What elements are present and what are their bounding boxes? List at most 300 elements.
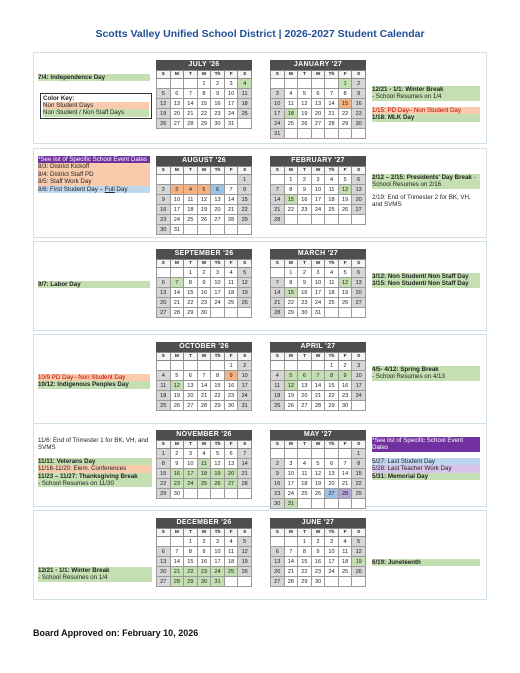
day-cell: 8 (325, 371, 339, 381)
weekday-header: Th (325, 441, 339, 449)
day-cell: 13 (325, 469, 339, 479)
day-cell: 19 (238, 557, 252, 567)
day-cell (352, 215, 366, 225)
day-cell: 22 (238, 205, 252, 215)
weekday-header: Th (325, 529, 339, 537)
day-cell (211, 489, 225, 499)
day-cell: 9 (197, 278, 211, 288)
month-header: NOVEMBER '26 (156, 430, 252, 440)
weekday-header: W (311, 353, 325, 361)
weekday-header: Th (211, 260, 225, 268)
day-cell: 26 (197, 215, 211, 225)
day-cell: 19 (352, 557, 366, 567)
weekday-header: W (311, 71, 325, 79)
day-cell: 29 (184, 577, 198, 587)
weekday-header: T (298, 529, 312, 537)
day-cell: 17 (284, 479, 298, 489)
day-cell: 14 (170, 557, 184, 567)
day-cell: 21 (197, 391, 211, 401)
day-cell: 9 (352, 89, 366, 99)
day-cell: 17 (271, 109, 285, 119)
color-key: Color Key: Non Student Days Non Student / Non Staff Days (40, 93, 152, 119)
day-cell: 18 (224, 557, 238, 567)
month-january (270, 60, 366, 139)
month-grid (156, 70, 252, 129)
day-cell: 16 (197, 288, 211, 298)
day-cell: 26 (338, 205, 352, 215)
day-cell (170, 175, 184, 185)
day-cell: 21 (170, 298, 184, 308)
day-cell: 21 (311, 391, 325, 401)
day-cell: 2 (211, 79, 225, 89)
day-cell: 20 (271, 567, 285, 577)
day-cell (238, 308, 252, 318)
day-cell: 28 (238, 479, 252, 489)
day-cell: 25 (325, 205, 339, 215)
month-may (270, 430, 366, 509)
day-cell: 23 (197, 298, 211, 308)
weekday-header: M (170, 167, 184, 175)
day-cell: 11 (238, 89, 252, 99)
day-cell: 31 (311, 308, 325, 318)
day-cell: 1 (325, 361, 339, 371)
day-cell: 14 (170, 288, 184, 298)
weekday-header: M (170, 529, 184, 537)
day-cell: 16 (157, 205, 171, 215)
day-cell: 20 (157, 298, 171, 308)
day-cell: 14 (311, 381, 325, 391)
day-cell: 13 (352, 185, 366, 195)
day-cell: 24 (311, 205, 325, 215)
day-cell: 24 (284, 489, 298, 499)
day-cell: 3 (271, 89, 285, 99)
day-cell: 27 (352, 298, 366, 308)
board-approval-note: Board Approved on: February 10, 2026 (33, 628, 199, 638)
day-cell: 17 (311, 195, 325, 205)
page-title: Scotts Valley Unified School District | 2026-2027 Student Calendar (95, 28, 425, 40)
day-cell (284, 129, 298, 139)
day-cell: 18 (338, 557, 352, 567)
day-cell: 24 (325, 567, 339, 577)
day-cell: 16 (352, 99, 366, 109)
day-cell: 4 (298, 459, 312, 469)
day-cell: 3 (284, 459, 298, 469)
day-cell (211, 175, 225, 185)
day-cell (325, 499, 339, 509)
day-cell: 18 (271, 391, 285, 401)
weekday-header: S (352, 71, 366, 79)
day-cell (298, 361, 312, 371)
day-cell: 18 (325, 195, 339, 205)
day-cell: 25 (271, 401, 285, 411)
day-cell: 19 (238, 288, 252, 298)
events-december: 12/21 - 1/1: Winter Break - School Resumes on 1/4 (38, 567, 152, 582)
day-cell: 4 (184, 185, 198, 195)
day-cell: 6 (224, 449, 238, 459)
day-cell: 10 (238, 371, 252, 381)
day-cell: 12 (170, 381, 184, 391)
weekday-header: S (157, 441, 171, 449)
day-cell: 25 (184, 215, 198, 225)
weekday-header: T (184, 441, 198, 449)
day-cell: 7 (338, 459, 352, 469)
day-cell: 1 (224, 361, 238, 371)
day-cell: 25 (224, 298, 238, 308)
day-cell: 26 (157, 119, 171, 129)
day-cell (338, 577, 352, 587)
day-cell: 29 (197, 119, 211, 129)
day-cell: 18 (325, 288, 339, 298)
day-cell: 22 (197, 109, 211, 119)
weekday-header: W (197, 353, 211, 361)
month-december (156, 518, 252, 587)
day-cell: 8 (298, 547, 312, 557)
weekday-header: F (224, 260, 238, 268)
day-cell: 1 (284, 268, 298, 278)
day-cell: 18 (184, 205, 198, 215)
day-cell: 4 (325, 175, 339, 185)
day-cell (298, 449, 312, 459)
day-cell: 1 (238, 175, 252, 185)
day-cell: 22 (284, 205, 298, 215)
weekday-header: W (197, 260, 211, 268)
day-cell (197, 225, 211, 235)
day-cell (311, 361, 325, 371)
day-cell (197, 489, 211, 499)
day-cell: 15 (284, 288, 298, 298)
day-cell: 4 (325, 268, 339, 278)
day-cell: 7 (238, 449, 252, 459)
day-cell: 25 (338, 567, 352, 577)
day-cell: 8 (211, 371, 225, 381)
day-cell: 4 (238, 79, 252, 89)
weekday-header: Th (325, 260, 339, 268)
day-cell: 20 (311, 109, 325, 119)
day-cell: 10 (224, 89, 238, 99)
day-cell: 11 (197, 459, 211, 469)
day-cell: 18 (298, 479, 312, 489)
day-cell: 11 (224, 547, 238, 557)
weekday-header: M (170, 353, 184, 361)
day-cell: 7 (271, 278, 285, 288)
weekday-header: F (224, 167, 238, 175)
weekday-header: F (338, 353, 352, 361)
day-cell: 12 (157, 99, 171, 109)
weekday-header: F (338, 71, 352, 79)
day-cell: 11 (284, 99, 298, 109)
month-grid (270, 352, 366, 411)
day-cell: 14 (224, 195, 238, 205)
day-cell: 17 (211, 557, 225, 567)
day-cell: 14 (284, 557, 298, 567)
day-cell: 29 (238, 215, 252, 225)
day-cell (224, 225, 238, 235)
day-cell: 16 (271, 479, 285, 489)
weekday-header: F (338, 441, 352, 449)
weekday-header: M (284, 260, 298, 268)
day-cell: 13 (157, 557, 171, 567)
day-cell: 14 (197, 381, 211, 391)
day-cell: 30 (338, 401, 352, 411)
day-cell: 4 (338, 537, 352, 547)
day-cell: 8 (284, 185, 298, 195)
day-cell: 7 (197, 371, 211, 381)
day-cell: 20 (352, 288, 366, 298)
key-non-student: Non Student Days (43, 102, 149, 109)
day-cell: 24 (238, 391, 252, 401)
day-cell: 9 (338, 371, 352, 381)
day-cell: 26 (338, 298, 352, 308)
day-cell (211, 361, 225, 371)
weekday-header: M (284, 441, 298, 449)
day-cell: 10 (211, 547, 225, 557)
events-january: 12/21 - 1/1: Winter Break - School Resumes on 1/4 1/15: PD Day– Non Student Day 1/18: MLK Day (372, 86, 480, 122)
day-cell: 5 (238, 537, 252, 547)
day-cell (170, 361, 184, 371)
day-cell: 9 (157, 195, 171, 205)
day-cell: 29 (352, 489, 366, 499)
day-cell: 12 (197, 195, 211, 205)
day-cell: 12 (211, 459, 225, 469)
day-cell (224, 577, 238, 587)
day-cell: 23 (352, 109, 366, 119)
day-cell: 6 (211, 185, 225, 195)
day-cell: 7 (184, 89, 198, 99)
day-cell: 6 (352, 268, 366, 278)
month-header: MAY '27 (270, 430, 366, 440)
calendar-row-6 (33, 510, 487, 600)
day-cell: 20 (352, 195, 366, 205)
day-cell: 3 (311, 268, 325, 278)
day-cell (157, 361, 171, 371)
day-cell: 16 (197, 557, 211, 567)
weekday-header: S (352, 529, 366, 537)
month-grid (156, 259, 252, 318)
day-cell: 17 (184, 469, 198, 479)
weekday-header: T (298, 353, 312, 361)
month-august (156, 156, 252, 235)
day-cell: 15 (298, 557, 312, 567)
day-cell: 19 (298, 109, 312, 119)
month-grid (156, 440, 252, 499)
day-cell (311, 215, 325, 225)
day-cell: 2 (238, 361, 252, 371)
month-june (270, 518, 366, 587)
day-cell (325, 79, 339, 89)
day-cell: 6 (184, 371, 198, 381)
day-cell (298, 215, 312, 225)
day-cell: 18 (224, 288, 238, 298)
day-cell: 22 (184, 298, 198, 308)
day-cell: 31 (211, 577, 225, 587)
weekday-header: F (224, 353, 238, 361)
day-cell: 8 (338, 89, 352, 99)
weekday-header: W (197, 441, 211, 449)
day-cell: 25 (224, 567, 238, 577)
day-cell: 7 (271, 185, 285, 195)
day-cell: 21 (224, 205, 238, 215)
day-cell: 17 (311, 288, 325, 298)
weekday-header: T (184, 353, 198, 361)
day-cell (325, 449, 339, 459)
day-cell: 2 (157, 185, 171, 195)
events-september: 9/7: Labor Day (38, 281, 150, 288)
day-cell: 15 (157, 469, 171, 479)
day-cell: 13 (224, 459, 238, 469)
day-cell: 27 (157, 308, 171, 318)
day-cell: 18 (284, 109, 298, 119)
month-march (270, 249, 366, 318)
day-cell: 7 (284, 547, 298, 557)
month-grid (270, 440, 366, 509)
day-cell: 27 (325, 489, 339, 499)
day-cell: 25 (197, 479, 211, 489)
day-cell: 24 (271, 119, 285, 129)
events-june: 6/19: Juneteenth (372, 559, 480, 566)
day-cell: 31 (284, 499, 298, 509)
day-cell (238, 225, 252, 235)
day-cell: 1 (184, 537, 198, 547)
day-cell: 13 (170, 99, 184, 109)
day-cell: 1 (184, 268, 198, 278)
events-august: *See list of Specific School Event Dates 8/3: District Kickoff 8/4: District Staff PD 8/5: Staff Work Day 8/6: First Student Day – Full Day (38, 156, 150, 193)
weekday-header: S (157, 353, 171, 361)
month-grid (270, 528, 366, 587)
day-cell: 23 (311, 567, 325, 577)
day-cell: 28 (325, 119, 339, 129)
month-header: DECEMBER '26 (156, 518, 252, 528)
day-cell: 28 (197, 401, 211, 411)
day-cell: 10 (184, 459, 198, 469)
day-cell: 30 (352, 119, 366, 129)
events-march: 3/12: Non Student/ Non Staff Day 3/15: Non Student/ Non Staff Day (372, 273, 480, 288)
day-cell: 28 (311, 401, 325, 411)
weekday-header: S (352, 441, 366, 449)
day-cell: 28 (170, 577, 184, 587)
month-grid (156, 528, 252, 587)
day-cell: 3 (184, 449, 198, 459)
day-cell: 5 (298, 89, 312, 99)
weekday-header: T (184, 71, 198, 79)
weekday-header: T (184, 529, 198, 537)
day-cell: 28 (271, 215, 285, 225)
day-cell: 23 (298, 205, 312, 215)
day-cell: 30 (224, 401, 238, 411)
day-cell (170, 268, 184, 278)
day-cell: 10 (170, 195, 184, 205)
day-cell: 26 (238, 298, 252, 308)
day-cell: 3 (224, 79, 238, 89)
day-cell: 2 (338, 361, 352, 371)
day-cell (184, 175, 198, 185)
day-cell: 20 (184, 391, 198, 401)
day-cell: 26 (352, 567, 366, 577)
day-cell (284, 449, 298, 459)
day-cell: 26 (311, 489, 325, 499)
weekday-header: W (311, 260, 325, 268)
day-cell (271, 79, 285, 89)
day-cell: 9 (170, 459, 184, 469)
day-cell: 5 (284, 371, 298, 381)
weekday-header: Th (325, 353, 339, 361)
day-cell: 23 (157, 215, 171, 225)
day-cell: 1 (338, 79, 352, 89)
day-cell: 22 (157, 479, 171, 489)
day-cell: 28 (170, 308, 184, 318)
weekday-header: S (238, 529, 252, 537)
month-grid (270, 259, 366, 318)
day-cell: 2 (271, 459, 285, 469)
day-cell: 22 (325, 391, 339, 401)
day-cell: 21 (284, 567, 298, 577)
weekday-header: M (284, 167, 298, 175)
day-cell: 30 (211, 119, 225, 129)
day-cell: 20 (325, 479, 339, 489)
weekday-header: T (298, 71, 312, 79)
weekday-header: M (170, 260, 184, 268)
day-cell (184, 361, 198, 371)
day-cell: 1 (284, 175, 298, 185)
weekday-header: S (238, 167, 252, 175)
day-cell: 30 (170, 489, 184, 499)
month-header: OCTOBER '26 (156, 342, 252, 352)
weekday-header: F (338, 167, 352, 175)
weekday-header: M (170, 71, 184, 79)
month-grid (156, 352, 252, 411)
day-cell: 15 (325, 381, 339, 391)
day-cell: 28 (271, 308, 285, 318)
day-cell (325, 129, 339, 139)
day-cell: 20 (170, 109, 184, 119)
day-cell: 7 (311, 371, 325, 381)
day-cell (352, 129, 366, 139)
day-cell: 6 (311, 89, 325, 99)
day-cell: 5 (338, 268, 352, 278)
weekday-header: S (352, 260, 366, 268)
day-cell: 15 (184, 557, 198, 567)
month-july (156, 60, 252, 129)
day-cell (338, 449, 352, 459)
day-cell: 3 (211, 268, 225, 278)
day-cell (238, 119, 252, 129)
day-cell (184, 489, 198, 499)
day-cell: 11 (325, 278, 339, 288)
day-cell: 24 (211, 567, 225, 577)
month-grid (270, 166, 366, 225)
day-cell: 21 (238, 469, 252, 479)
day-cell: 29 (157, 489, 171, 499)
day-cell: 16 (170, 469, 184, 479)
day-cell (157, 268, 171, 278)
day-cell: 21 (338, 479, 352, 489)
day-cell: 12 (298, 99, 312, 109)
day-cell: 27 (211, 215, 225, 225)
day-cell: 15 (238, 195, 252, 205)
day-cell: 22 (338, 109, 352, 119)
weekday-header: M (284, 71, 298, 79)
day-cell: 1 (197, 79, 211, 89)
day-cell: 19 (311, 479, 325, 489)
day-cell (284, 537, 298, 547)
weekday-header: S (271, 353, 285, 361)
day-cell: 14 (338, 469, 352, 479)
day-cell: 4 (224, 268, 238, 278)
day-cell: 10 (211, 278, 225, 288)
day-cell: 19 (170, 391, 184, 401)
day-cell: 12 (338, 185, 352, 195)
day-cell: 6 (271, 547, 285, 557)
weekday-header: F (338, 529, 352, 537)
